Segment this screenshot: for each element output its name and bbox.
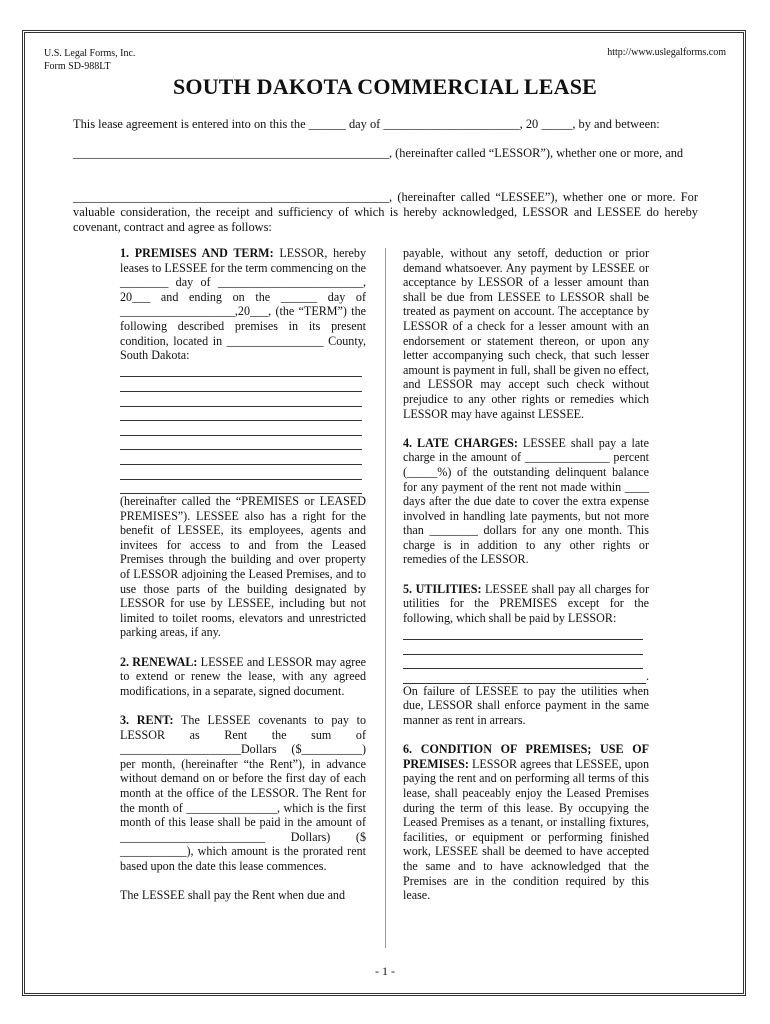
header-left <box>44 47 135 73</box>
section-condition <box>403 742 649 903</box>
premises-heading: 1. PREMISES AND TERM: <box>120 246 274 260</box>
blank-line <box>120 363 362 378</box>
blank-line <box>403 655 643 670</box>
renewal-heading: 2. RENEWAL: <box>120 654 198 669</box>
rent-heading: 3. RENT: <box>120 713 174 727</box>
rent-continuation-2: payable, without any setoff, deduction or prior demand whatsoever. Any payment by LESSEE or acceptance by LESSOR of a lesser amount than shall be due from LESSEE to LESSOR shall be treated as payment on account. The acceptance by LESSOR of a check for a lesser amount with an endorsement or statement thereon, or upon any letter accompanying such check, that such lesser amount is payment in full, shall be given no effect, and LESSOR may accept such check without prejudice to any other rights or remedies which LESSOR may have against LESSEE. <box>403 246 649 421</box>
section-premises <box>120 246 366 363</box>
section-renewal <box>120 655 366 699</box>
document-title: SOUTH DAKOTA COMMERCIAL LEASE <box>172 74 598 99</box>
lessor-clause: ___________________________________________________, (hereinafter called “LESSOR”), whether one or more, and <box>73 146 684 160</box>
utilities-continuation: On failure of LESSEE to pay the utilities when due, LESSOR shall enforce payment in the same manner as rent in arrears. <box>403 683 649 727</box>
blank-line <box>120 436 362 451</box>
section-rent <box>120 713 366 874</box>
utilities-text: LESSEE shall pay all charges for utilities for the PREMISES except for the following, which shall be paid by LESSOR: <box>403 581 649 625</box>
premises-description-lines <box>120 363 366 494</box>
blank-line <box>403 669 646 684</box>
blank-line <box>120 392 362 407</box>
form-number: Form SD-988LT <box>44 61 111 72</box>
blank-line <box>120 421 362 436</box>
utilities-heading: 5. UTILITIES: <box>403 581 482 596</box>
condition-text: LESSOR agrees that LESSEE, upon paying the rent and on performing all terms of this lease, shall peaceably enjoy the Leased Premises during the term of this lease. By occupying the Leased Premises as a tenant, or installing fixtures, facilities, or equipment or performing finished work, LESSEE shall be deemed to have accepted the same and to have acknowledged that the Premises are in the condition required by this lease. <box>403 756 649 903</box>
blank-line <box>120 450 362 465</box>
blank-line <box>120 377 362 392</box>
header-url: http://www.uslegalforms.com <box>607 47 726 58</box>
blank-line <box>120 407 362 422</box>
late-text: LESSEE shall pay a late charge in the amount of ______________ percent (_____%) of the outstanding delinquent balance for any payment of the rent not made within ____ days after the due date to cover the extra expense involved in handling late payments, but not more than ________ dollars for any one month. This charge is in addition to any other rights or remedies of the LESSOR. <box>403 435 649 567</box>
blank-line <box>403 625 643 640</box>
right-column <box>403 246 649 903</box>
column-divider <box>385 248 386 948</box>
utilities-lines <box>403 625 649 683</box>
renewal-text: LESSEE and LESSOR may agree to extend or renew the lease, with any agreed modifications, in a separate, signed document. <box>120 654 366 698</box>
lessee-clause: ___________________________________________________, (hereinafter called “LESSEE”), whether one or more. For valuable consideration, the receipt and sufficiency of which is hereby acknowledged, LESSOR and LESSEE do hereby covenant, contract and agree as follows: <box>73 190 698 234</box>
late-heading: 4. LATE CHARGES: <box>403 435 518 450</box>
page-number: - 1 - <box>375 964 395 978</box>
condition-heading: 6. CONDITION OF PREMISES; USE OF PREMISES: <box>403 742 649 771</box>
utilities-period: . <box>645 669 649 684</box>
premises-continuation: (hereinafter called the “PREMISES or LEASED PREMISES”). LESSEE also has a right for the benefit of LESSEE, its employees, agents and invitees for access to and from the Leased Premises through the building and over property of LESSOR adjoining the Leased Premises, and to use those parts of the building designated by LESSOR for use by LESSEE, including but not limited to toilet rooms, elevators and unrestricted parking areas, if any. <box>120 494 366 640</box>
blank-line <box>120 480 362 495</box>
company-name: U.S. Legal Forms, Inc. <box>44 48 136 59</box>
section-utilities <box>403 582 649 626</box>
rent-continuation: The LESSEE shall pay the Rent when due and <box>120 888 346 903</box>
blank-line <box>403 640 643 655</box>
premises-text: LESSOR, hereby leases to LESSEE for the term commencing on the ________ day of ________________________, 20___ and ending on the ______ day of ___________________,20___, (the “TERM”) the following described premises in its present condition, located in ________________ County, South Dakota: <box>120 246 366 363</box>
section-late-charges <box>403 436 649 567</box>
left-column <box>120 246 366 903</box>
intro-line: This lease agreement is entered into on this the ______ day of ______________________, 20 _____, by and between: <box>73 117 660 131</box>
utilities-last-line <box>403 669 649 684</box>
rent-text: The LESSEE covenants to pay to LESSOR as Rent the sum of ____________________Dollars ($__________) per month, (hereinafter “the Rent”), in advance without demand on or before the first day of each month at the office of the LESSOR. The Rent for the month of _______________, which is the first month of this lease shall be paid in the amount of ________________________ Dollars) ($ ___________), which amount is the prorated rent based upon the date this lease commences. <box>120 713 366 873</box>
blank-line <box>120 465 362 480</box>
